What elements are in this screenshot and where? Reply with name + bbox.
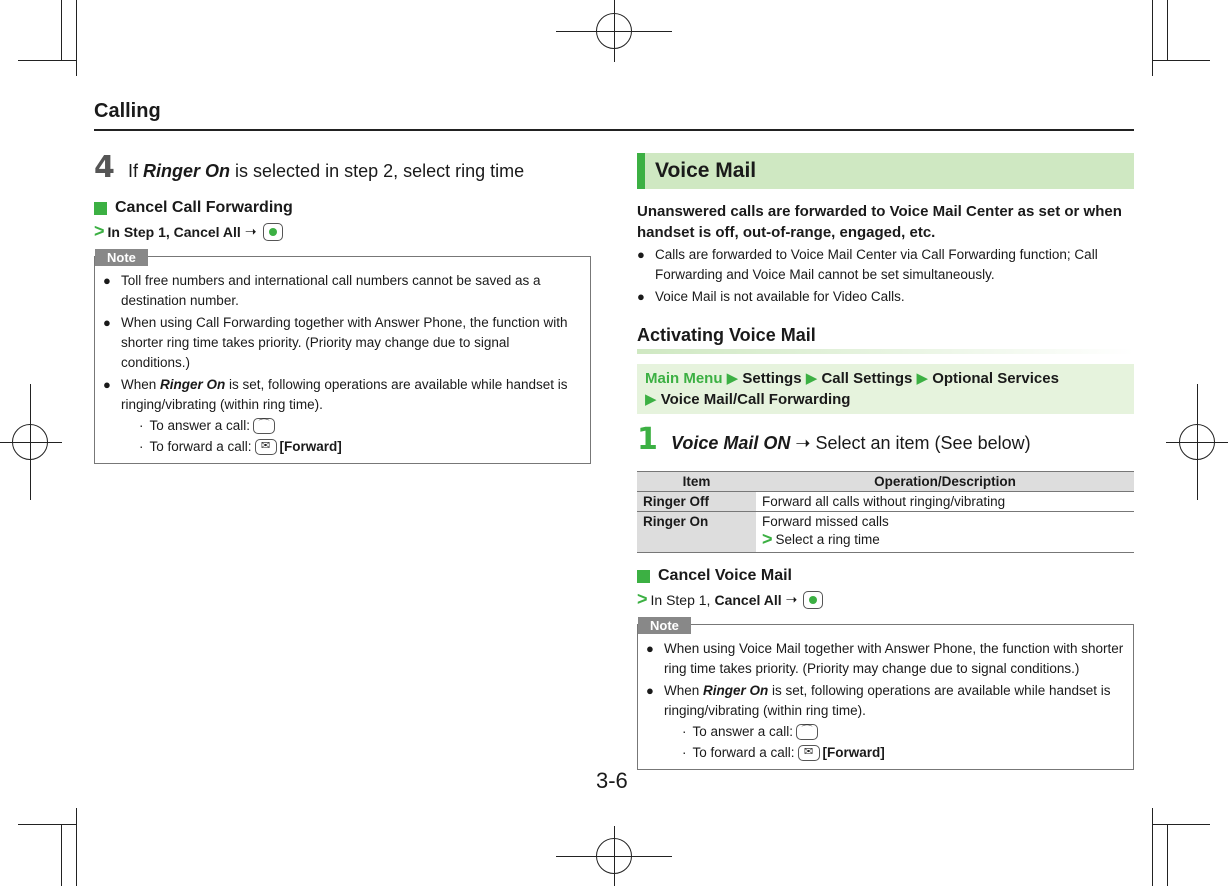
note-sub-answer: · To answer a call: ⌒ xyxy=(103,415,582,436)
triangle-right-icon: ▶ xyxy=(805,370,818,387)
cancel-forwarding-instruction: > In Step 1, Cancel All ➝ xyxy=(94,221,591,242)
step-4 xyxy=(94,150,591,185)
header-rule xyxy=(94,129,1134,131)
voice-mail-bullet: ● Voice Mail is not available for Video Calls. xyxy=(637,289,905,304)
mail-key-icon: ✉ xyxy=(255,439,277,455)
menu-path: Main Menu ▶ Settings ▶ Call Settings ▶ Optional Services ▶ Voice Mail/Call Forwarding xyxy=(637,364,1134,414)
page-number: 3-6 xyxy=(596,768,628,793)
center-key-icon xyxy=(803,591,823,609)
note-box xyxy=(94,250,591,464)
options-table xyxy=(637,471,1134,553)
activating-voice-mail-title: Activating Voice Mail xyxy=(637,325,1134,354)
triangle-right-icon: ▶ xyxy=(645,391,657,408)
step-number: 4 xyxy=(94,150,115,185)
table-header: Item xyxy=(637,472,756,492)
note-sub-answer: · To answer a call: ⌒ xyxy=(646,721,1125,742)
caret-icon: > xyxy=(94,221,105,241)
triangle-right-icon: ▶ xyxy=(916,370,929,387)
voice-mail-bullet: ● Calls are forwarded to Voice Mail Center via Call Forwarding function; Call Forwarding and Voice Mail cannot be set simultaneously. xyxy=(637,247,1098,282)
mail-key-icon: ✉ xyxy=(798,745,820,761)
arrow-right-icon: ➝ xyxy=(785,591,798,607)
call-key-icon: ⌒ xyxy=(796,724,818,740)
center-key-icon xyxy=(263,223,283,241)
note-bullet: ● When using Call Forwarding together with Answer Phone, the function with shorter ring time takes priority. (Priority may change due to signal conditions.) xyxy=(103,315,568,370)
cancel-voice-mail-heading: Cancel Voice Mail xyxy=(637,567,1134,585)
note-bullet: ● When Ringer On is set, following operations are available while handset is ringing/vibrating (within ring time). xyxy=(103,377,568,412)
table-header: Operation/Description xyxy=(756,472,1134,492)
note-bullet: ● Toll free numbers and international call numbers cannot be saved as a destination number. xyxy=(103,273,541,308)
cancel-voice-mail-instruction: > In Step 1, Cancel All ➝ xyxy=(637,589,1134,610)
voice-mail-lead: Unanswered calls are forwarded to Voice Mail Center as set or when handset is off, out-of-range, engaged, etc. xyxy=(637,203,1122,241)
step-1 xyxy=(637,422,1134,457)
note-bullet: ● When Ringer On is set, following operations are available while handset is ringing/vibrating (within ring time). xyxy=(646,683,1111,718)
note-bullet: ● When using Voice Mail together with Answer Phone, the function with shorter ring time takes priority. (Priority may change due to signal conditions.) xyxy=(646,641,1124,676)
note-sub-forward: · To forward a call: ✉ [Forward] xyxy=(682,745,885,760)
page-header-title: Calling xyxy=(94,100,161,122)
square-bullet-icon xyxy=(94,202,107,215)
note-label: Note xyxy=(638,617,691,634)
caret-icon: > xyxy=(637,589,648,609)
triangle-right-icon: ▶ xyxy=(726,370,739,387)
note-label: Note xyxy=(95,249,148,266)
note-box xyxy=(637,618,1134,770)
right-column xyxy=(637,153,1134,770)
square-bullet-icon xyxy=(637,570,650,583)
call-key-icon: ⌒ xyxy=(253,418,275,434)
accent-bar xyxy=(637,153,645,189)
table-row: Ringer Off Forward all calls without ringing/vibrating xyxy=(637,492,1134,512)
voice-mail-section-header: Voice Mail xyxy=(637,153,1134,189)
arrow-right-icon: ➝ xyxy=(244,223,257,239)
table-row: Ringer On Forward missed calls > Select a ring time xyxy=(637,512,1134,553)
note-sub-forward: · To forward a call: ✉ [Forward] xyxy=(139,439,342,454)
step-text: If Ringer On is selected in step 2, select ring time xyxy=(128,161,525,181)
left-column xyxy=(94,150,591,464)
cancel-forwarding-heading: Cancel Call Forwarding xyxy=(94,199,591,217)
step-number: 1 xyxy=(637,422,658,457)
arrow-right-icon: ➝ xyxy=(795,433,811,453)
step-text: Voice Mail ON ➝ Select an item (See below) xyxy=(671,433,1031,453)
